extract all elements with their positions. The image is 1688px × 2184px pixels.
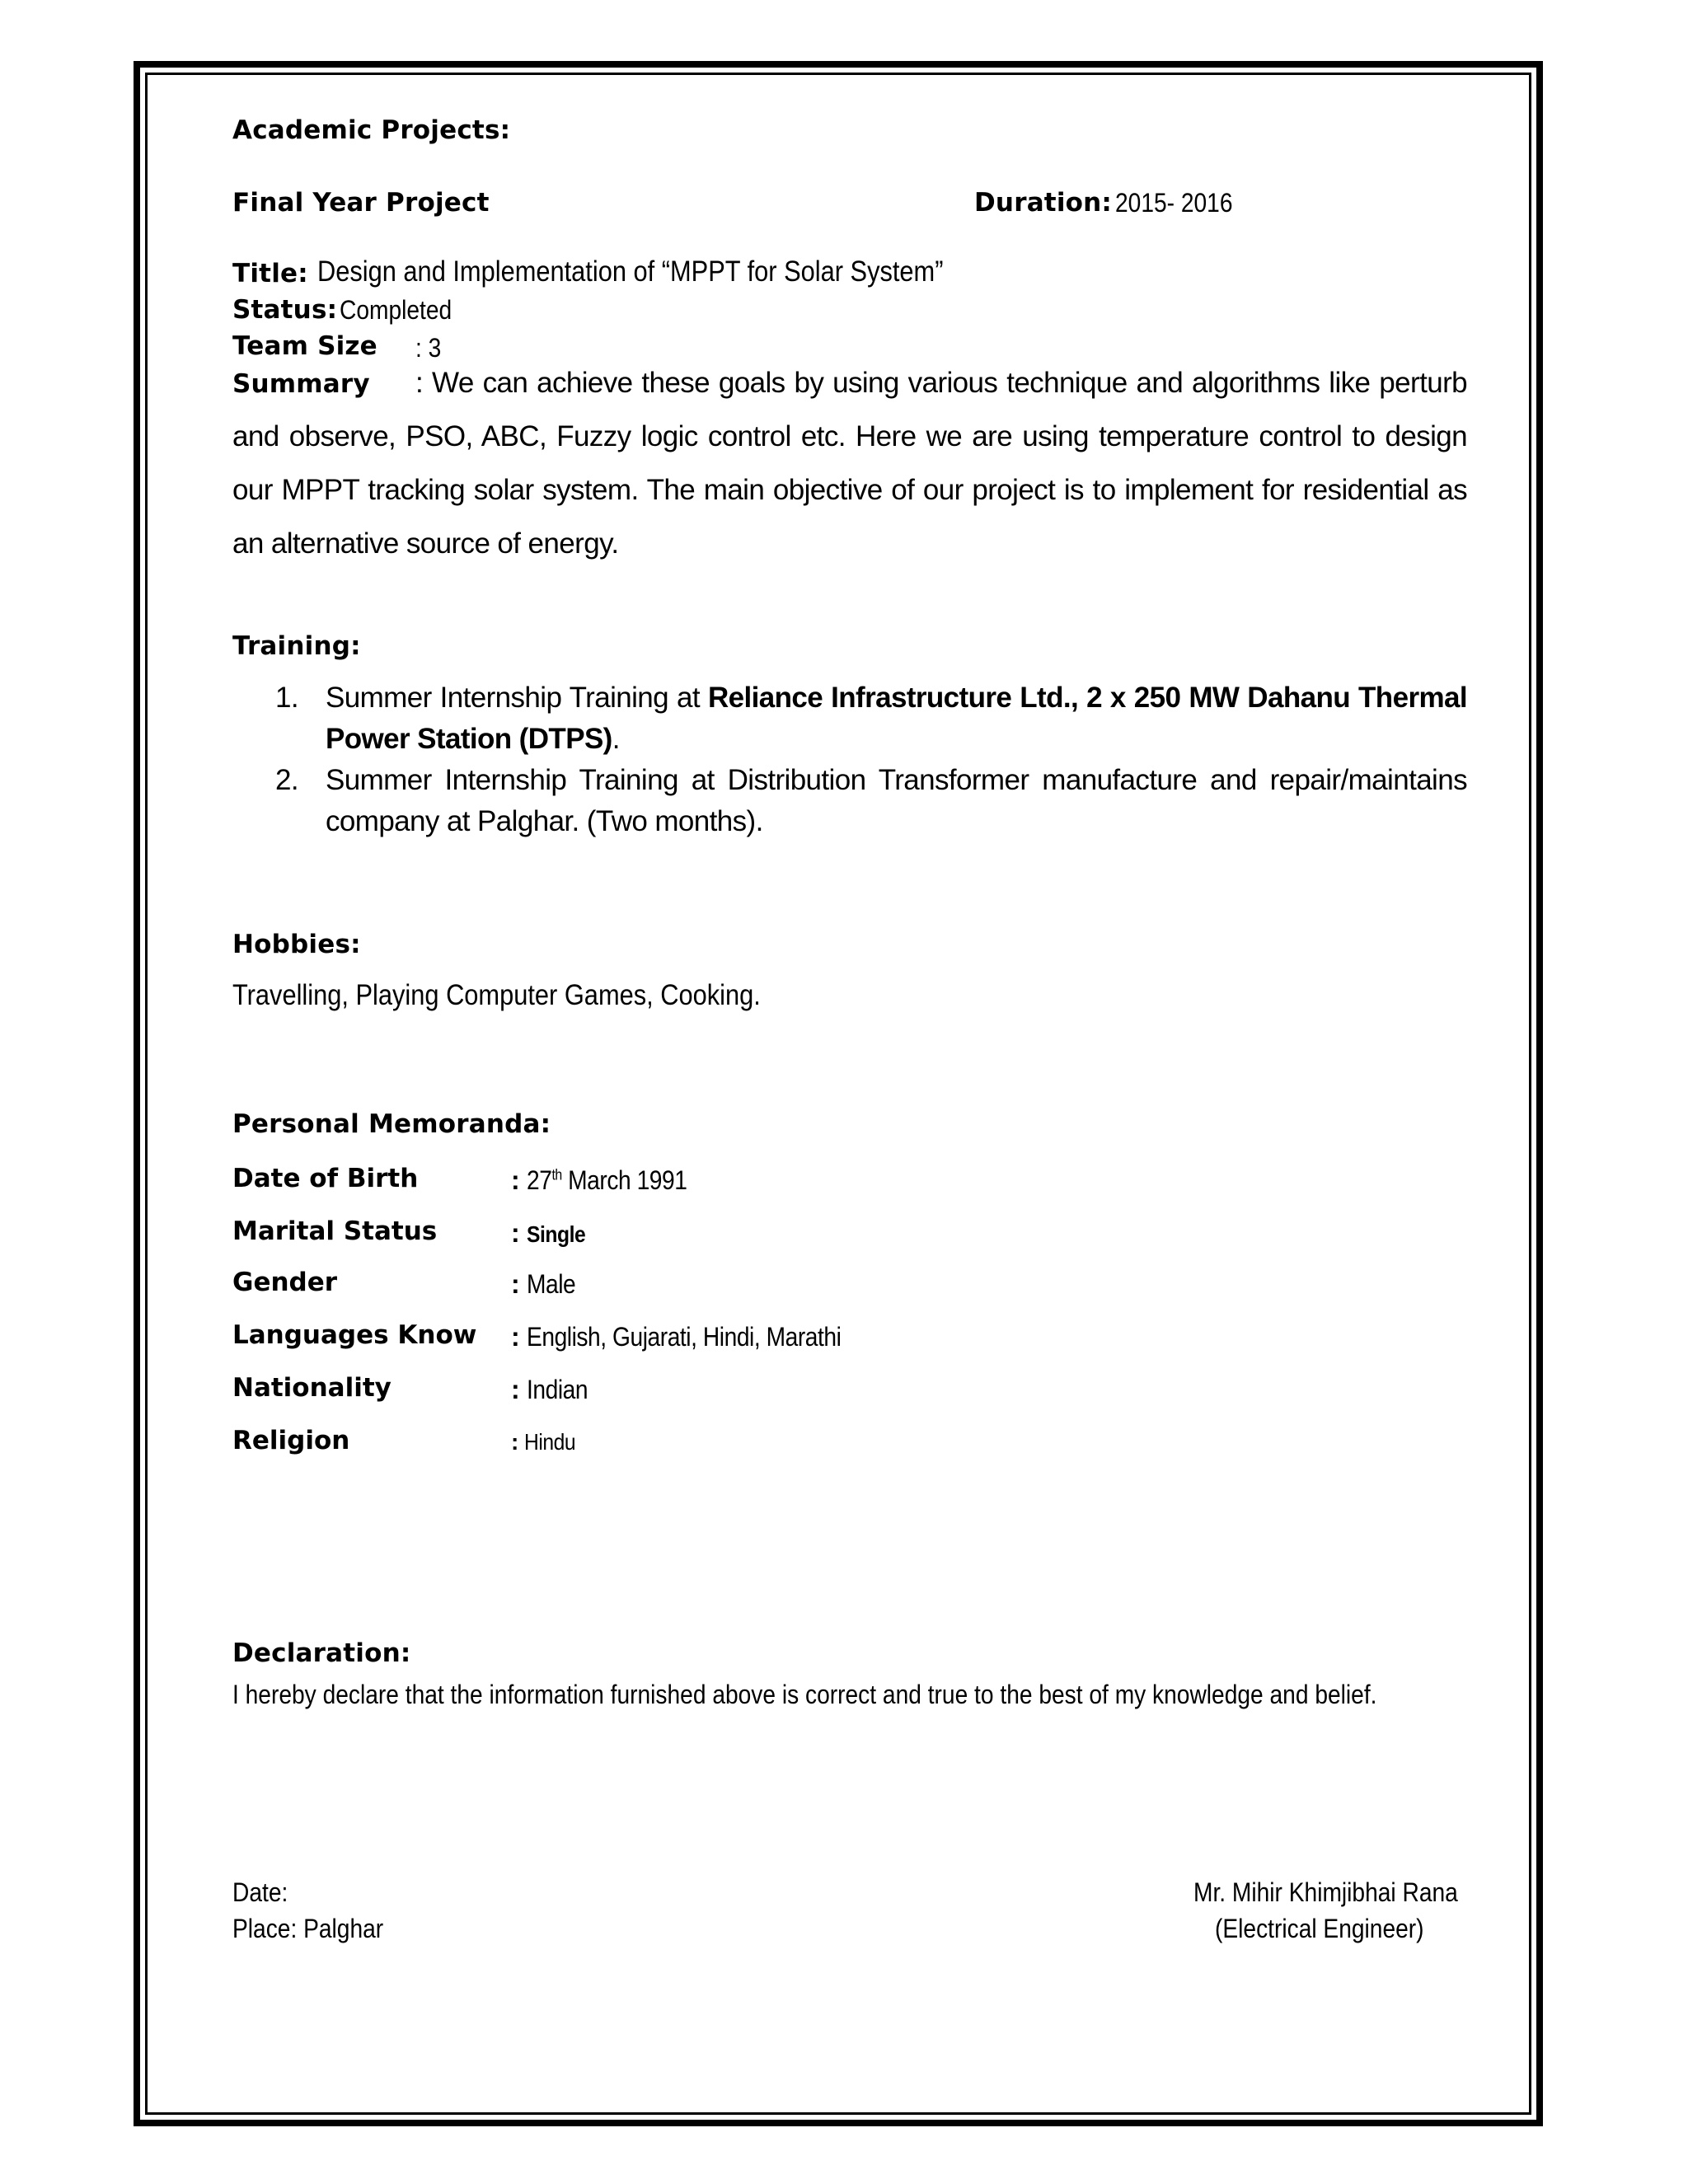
duration-label: Duration: bbox=[974, 188, 1113, 218]
hobbies-text: Travelling, Playing Computer Games, Cooking. bbox=[232, 979, 761, 1011]
religion-value: : Hindu bbox=[511, 1429, 576, 1455]
duration-value: 2015- 2016 bbox=[1115, 188, 1233, 218]
signatory-name: Mr. Mihir Khimjibhai Rana bbox=[1193, 1877, 1458, 1907]
place-label: Place: Palghar bbox=[232, 1914, 384, 1943]
dob-label: Date of Birth bbox=[232, 1164, 419, 1193]
declaration-heading: Declaration: bbox=[232, 1638, 411, 1668]
marital-status-value: : Single bbox=[511, 1218, 585, 1248]
dob-value: : 27th March 1991 bbox=[511, 1165, 687, 1195]
training-item-number: 1. bbox=[275, 682, 298, 714]
nationality-label: Nationality bbox=[232, 1373, 392, 1403]
training-item bbox=[275, 677, 1467, 760]
languages-value: : English, Gujarati, Hindi, Marathi bbox=[511, 1322, 841, 1352]
training-item-company: Reliance Infrastructure Ltd., 2 x 250 MW Dahanu Thermal Power Station (DTPS) bbox=[326, 682, 1467, 755]
training-list bbox=[275, 677, 1467, 842]
hobbies-heading: Hobbies: bbox=[232, 930, 361, 959]
project-label: Final Year Project bbox=[232, 188, 490, 218]
training-item-suffix: . bbox=[612, 723, 620, 755]
team-size-label: Team Size bbox=[232, 331, 377, 361]
training-item bbox=[275, 760, 1467, 842]
team-size-value: : 3 bbox=[415, 333, 442, 363]
languages-label: Languages Know bbox=[232, 1320, 477, 1350]
status-value: Completed bbox=[340, 295, 452, 325]
date-label: Date: bbox=[232, 1877, 288, 1907]
training-heading: Training: bbox=[232, 631, 361, 661]
training-item-number: 2. bbox=[275, 764, 298, 796]
training-item-text: Summer Internship Training at bbox=[326, 682, 708, 714]
signatory-designation: (Electrical Engineer) bbox=[1215, 1914, 1424, 1943]
academic-projects-heading: Academic Projects: bbox=[232, 115, 511, 145]
marital-status-label: Marital Status bbox=[232, 1216, 438, 1246]
declaration-text: I hereby declare that the information furnished above is correct and true to the best of my knowledge and belief. bbox=[232, 1680, 1377, 1709]
summary-label: Summary bbox=[232, 369, 370, 399]
religion-label: Religion bbox=[232, 1426, 350, 1455]
status-label: Status: bbox=[232, 295, 338, 325]
title-value: Design and Implementation of “MPPT for Solar System” bbox=[317, 255, 944, 288]
nationality-value: : Indian bbox=[511, 1375, 588, 1404]
personal-memoranda-heading: Personal Memoranda: bbox=[232, 1109, 551, 1139]
summary-text: : We can achieve these goals by using various technique and algorithms like perturb and observe, PSO, ABC, Fuzzy logic control etc. Here we are using temperature control to design our MPPT tracking solar system. The main objective of our project is to implement for residential as an alternative source of energy. bbox=[232, 367, 1467, 560]
gender-value: : Male bbox=[511, 1269, 575, 1299]
title-label: Title: bbox=[232, 259, 308, 288]
training-item-text: Summer Internship Training at Distribution Transformer manufacture and repair/maintains company at Palghar. (Two months). bbox=[326, 764, 1467, 837]
gender-label: Gender bbox=[232, 1268, 338, 1297]
